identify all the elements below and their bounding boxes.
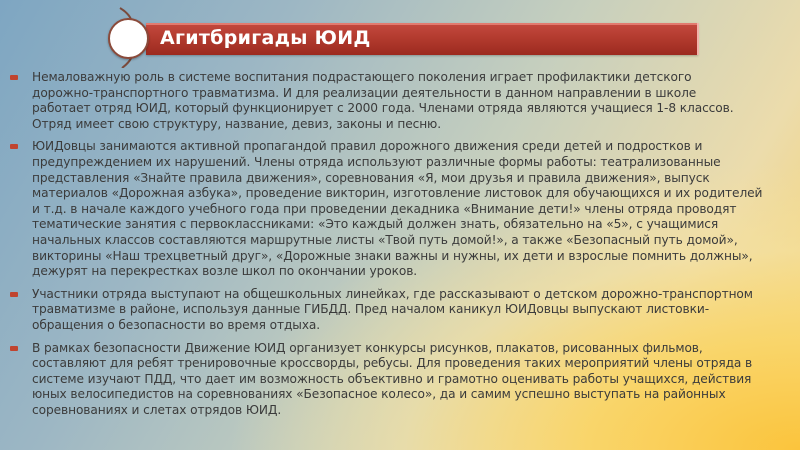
- text-line: составляют для ребят тренировочные кроссворды, ребусы. Для проведения таких мероприятий члены отряда в: [32, 356, 753, 371]
- bullet-item: [10, 287, 790, 334]
- text-line: соревнованиях и слетах отрядов ЮИД.: [32, 402, 282, 417]
- text-line: дорожно-транспортного травматизма. И для реализации деятельности в данном направлении в школе: [32, 85, 697, 100]
- text-line: юных велосипедистов на соревнованиях «Безопасное колесо», да и самим успешно выступать на районных: [32, 387, 726, 402]
- bullet-list: [10, 70, 790, 425]
- text-line: обращения о безопасности во время отдыха.: [32, 317, 321, 332]
- bullet-item: [10, 341, 790, 419]
- text-line: предупреждением их нарушений. Члены отряда используют различные формы работы: театрализованные: [32, 154, 721, 169]
- title-bar: [146, 23, 698, 55]
- bullet-text: [32, 287, 790, 334]
- text-line: В рамках безопасности Движение ЮИД организует конкурсы рисунков, плакатов, рисованных фильмов,: [32, 340, 703, 355]
- bullet-text: [32, 341, 790, 419]
- bullet-marker-icon: [10, 292, 18, 297]
- bullet-marker-icon: [10, 144, 18, 149]
- text-line: викторины «Наш трехцветный друг», «Дорожные знаки важны и нужны, их дети и взрослые помнить должны»,: [32, 248, 753, 263]
- bullet-item: [10, 70, 790, 132]
- text-line: и т.д. в начале каждого учебного года при проведении декадника «Внимание дети!» члены отряда проводят: [32, 201, 737, 216]
- text-line: дежурят на перекрестках возле школ по окончании уроков.: [32, 264, 418, 279]
- circle-decoration-icon: [108, 18, 149, 59]
- bullet-marker-icon: [10, 346, 18, 351]
- bullet-text: [32, 70, 790, 132]
- text-line: травматизме в районе, используя данные ГИБДД. Пред началом каникул ЮИДовцы выпускают листовки-: [32, 302, 709, 317]
- bullet-text: [32, 139, 790, 279]
- text-line: системе изучают ПДД, что дает им возможность объективно и грамотно оценивать работы учащихся, действия: [32, 371, 752, 386]
- text-line: Отряд имеет свою структуру, название, девиз, законы и песню.: [32, 116, 441, 131]
- title-banner: [108, 4, 698, 68]
- text-line: тематические занятия с первоклассниками: «Это каждый должен знать, обязательно на «5», с учащимися: [32, 217, 719, 232]
- text-line: ЮИДовцы занимаются активной пропагандой правил дорожного движения среди детей и подростков и: [32, 139, 703, 154]
- text-line: представления «Знайте правила движения», соревнования «Я, мои друзья и правила движения», выпуск: [32, 170, 710, 185]
- text-line: Немаловажную роль в системе воспитания подрастающего поколения играет профилактики детского: [32, 70, 692, 84]
- text-line: работает отряд ЮИД, который функционирует с 2000 года. Членами отряда являются учащиеся 1-8 классов.: [32, 101, 734, 116]
- text-line: начальных классов составляются маршрутные листы «Твой путь домой!», а также «Безопасный путь домой»,: [32, 232, 738, 247]
- text-line: материалов «Дорожная азбука», проведение викторин, изготовление листовок для обучающихся и их родителей: [32, 186, 763, 201]
- slide-title: Агитбригады ЮИД: [160, 27, 371, 49]
- text-line: Участники отряда выступают на общешкольных линейках, где рассказывают о детском дорожно-транспортном: [32, 286, 753, 301]
- bullet-marker-icon: [10, 75, 18, 80]
- bullet-item: [10, 139, 790, 279]
